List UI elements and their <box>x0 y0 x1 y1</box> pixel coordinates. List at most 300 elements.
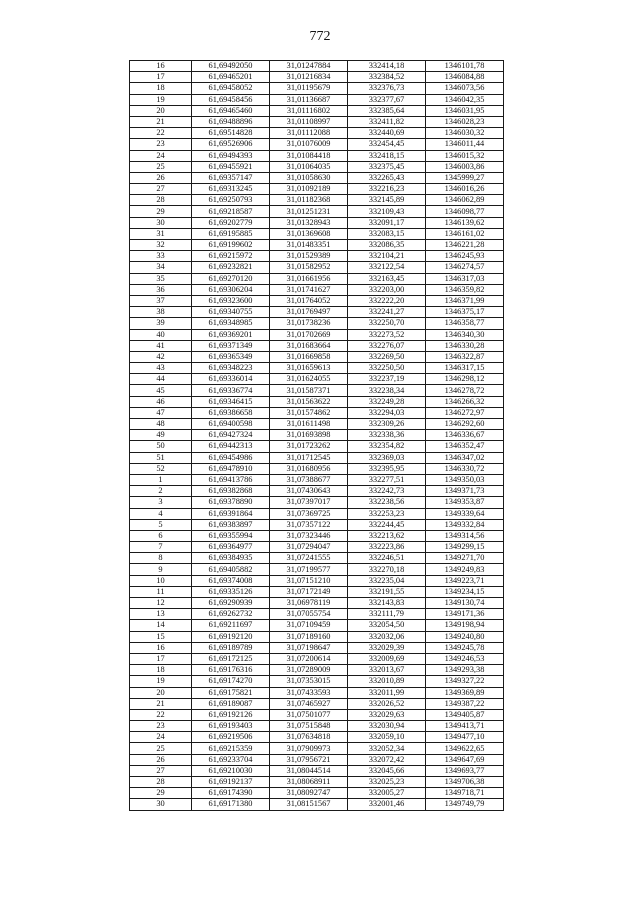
x-coordinate-cell: 332029,63 <box>348 709 426 720</box>
longitude-cell: 31,07909973 <box>270 743 348 754</box>
y-coordinate-cell: 1349223,71 <box>426 575 504 586</box>
y-coordinate-cell: 1349198,94 <box>426 620 504 631</box>
table-row <box>130 441 504 452</box>
x-coordinate-cell: 332025,23 <box>348 777 426 788</box>
x-coordinate-cell: 332111,79 <box>348 609 426 620</box>
latitude-cell: 61,69175821 <box>192 687 270 698</box>
latitude-cell: 61,69290939 <box>192 598 270 609</box>
table-row <box>130 273 504 284</box>
point-number-cell: 16 <box>130 642 192 653</box>
point-number-cell: 19 <box>130 676 192 687</box>
table-row <box>130 765 504 776</box>
longitude-cell: 31,01251231 <box>270 206 348 217</box>
table-row <box>130 83 504 94</box>
longitude-cell: 31,01064035 <box>270 161 348 172</box>
table-row <box>130 195 504 206</box>
latitude-cell: 61,69174270 <box>192 676 270 687</box>
longitude-cell: 31,07109459 <box>270 620 348 631</box>
x-coordinate-cell: 332376,73 <box>348 83 426 94</box>
point-number-cell: 24 <box>130 150 192 161</box>
y-coordinate-cell: 1346139,62 <box>426 217 504 228</box>
point-number-cell: 29 <box>130 206 192 217</box>
longitude-cell: 31,01529389 <box>270 251 348 262</box>
table-row <box>130 206 504 217</box>
y-coordinate-cell: 1349240,80 <box>426 631 504 642</box>
table-row <box>130 609 504 620</box>
y-coordinate-cell: 1349339,64 <box>426 508 504 519</box>
y-coordinate-cell: 1346016,26 <box>426 184 504 195</box>
x-coordinate-cell: 332104,21 <box>348 251 426 262</box>
point-number-cell: 23 <box>130 721 192 732</box>
longitude-cell: 31,06978119 <box>270 598 348 609</box>
longitude-cell: 31,01683664 <box>270 340 348 351</box>
point-number-cell: 49 <box>130 430 192 441</box>
table-row <box>130 295 504 306</box>
latitude-cell: 61,69219506 <box>192 732 270 743</box>
longitude-cell: 31,01764052 <box>270 295 348 306</box>
latitude-cell: 61,69458456 <box>192 94 270 105</box>
y-coordinate-cell: 1349246,53 <box>426 653 504 664</box>
point-number-cell: 23 <box>130 139 192 150</box>
table-row <box>130 419 504 430</box>
x-coordinate-cell: 332122,54 <box>348 262 426 273</box>
point-number-cell: 40 <box>130 329 192 340</box>
table-row <box>130 486 504 497</box>
longitude-cell: 31,01582952 <box>270 262 348 273</box>
latitude-cell: 61,69232821 <box>192 262 270 273</box>
longitude-cell: 31,07189160 <box>270 631 348 642</box>
x-coordinate-cell: 332385,64 <box>348 105 426 116</box>
table-row <box>130 497 504 508</box>
x-coordinate-cell: 332216,23 <box>348 184 426 195</box>
x-coordinate-cell: 332249,28 <box>348 396 426 407</box>
x-coordinate-cell: 332072,42 <box>348 754 426 765</box>
point-number-cell: 48 <box>130 419 192 430</box>
longitude-cell: 31,07465927 <box>270 698 348 709</box>
longitude-cell: 31,07294047 <box>270 542 348 553</box>
y-coordinate-cell: 1349353,87 <box>426 497 504 508</box>
point-number-cell: 30 <box>130 799 192 810</box>
longitude-cell: 31,01680956 <box>270 463 348 474</box>
point-number-cell: 21 <box>130 698 192 709</box>
y-coordinate-cell: 1346358,77 <box>426 318 504 329</box>
longitude-cell: 31,07323446 <box>270 530 348 541</box>
longitude-cell: 31,07388677 <box>270 474 348 485</box>
y-coordinate-cell: 1349327,22 <box>426 676 504 687</box>
longitude-cell: 31,07289009 <box>270 665 348 676</box>
latitude-cell: 61,69210030 <box>192 765 270 776</box>
longitude-cell: 31,01661956 <box>270 273 348 284</box>
table-row <box>130 474 504 485</box>
longitude-cell: 31,08068911 <box>270 777 348 788</box>
latitude-cell: 61,69384935 <box>192 553 270 564</box>
y-coordinate-cell: 1346330,72 <box>426 463 504 474</box>
point-number-cell: 2 <box>130 486 192 497</box>
latitude-cell: 61,69442313 <box>192 441 270 452</box>
x-coordinate-cell: 332054,50 <box>348 620 426 631</box>
x-coordinate-cell: 332265,43 <box>348 172 426 183</box>
latitude-cell: 61,69386658 <box>192 407 270 418</box>
x-coordinate-cell: 332001,46 <box>348 799 426 810</box>
point-number-cell: 24 <box>130 732 192 743</box>
latitude-cell: 61,69494393 <box>192 150 270 161</box>
longitude-cell: 31,08151567 <box>270 799 348 810</box>
point-number-cell: 1 <box>130 474 192 485</box>
x-coordinate-cell: 332269,50 <box>348 351 426 362</box>
longitude-cell: 31,01369608 <box>270 228 348 239</box>
latitude-cell: 61,69492050 <box>192 61 270 72</box>
point-number-cell: 25 <box>130 743 192 754</box>
table-row <box>130 743 504 754</box>
table-row <box>130 586 504 597</box>
x-coordinate-cell: 332010,89 <box>348 676 426 687</box>
table-row <box>130 721 504 732</box>
x-coordinate-cell: 332369,03 <box>348 452 426 463</box>
latitude-cell: 61,69514828 <box>192 128 270 139</box>
point-number-cell: 52 <box>130 463 192 474</box>
y-coordinate-cell: 1349477,10 <box>426 732 504 743</box>
table-row <box>130 374 504 385</box>
point-number-cell: 21 <box>130 116 192 127</box>
latitude-cell: 61,69250793 <box>192 195 270 206</box>
x-coordinate-cell: 332109,43 <box>348 206 426 217</box>
point-number-cell: 42 <box>130 351 192 362</box>
longitude-cell: 31,01723262 <box>270 441 348 452</box>
point-number-cell: 38 <box>130 307 192 318</box>
longitude-cell: 31,01182368 <box>270 195 348 206</box>
y-coordinate-cell: 1349387,22 <box>426 698 504 709</box>
x-coordinate-cell: 332083,15 <box>348 228 426 239</box>
x-coordinate-cell: 332045,66 <box>348 765 426 776</box>
page-number: 772 <box>309 29 331 44</box>
table-row <box>130 542 504 553</box>
latitude-cell: 61,69365349 <box>192 351 270 362</box>
longitude-cell: 31,07198647 <box>270 642 348 653</box>
x-coordinate-cell: 332270,18 <box>348 564 426 575</box>
x-coordinate-cell: 332030,94 <box>348 721 426 732</box>
y-coordinate-cell: 1349749,79 <box>426 799 504 810</box>
y-coordinate-cell: 1349245,78 <box>426 642 504 653</box>
latitude-cell: 61,69192137 <box>192 777 270 788</box>
point-number-cell: 34 <box>130 262 192 273</box>
point-number-cell: 28 <box>130 195 192 206</box>
latitude-cell: 61,69189789 <box>192 642 270 653</box>
y-coordinate-cell: 1346245,93 <box>426 251 504 262</box>
x-coordinate-cell: 332253,23 <box>348 508 426 519</box>
longitude-cell: 31,01108997 <box>270 116 348 127</box>
latitude-cell: 61,69348985 <box>192 318 270 329</box>
longitude-cell: 31,08092747 <box>270 788 348 799</box>
table-row <box>130 307 504 318</box>
latitude-cell: 61,69199602 <box>192 240 270 251</box>
table-row <box>130 94 504 105</box>
latitude-cell: 61,69171380 <box>192 799 270 810</box>
table-row <box>130 184 504 195</box>
longitude-cell: 31,01328943 <box>270 217 348 228</box>
x-coordinate-cell: 332143,83 <box>348 598 426 609</box>
point-number-cell: 25 <box>130 161 192 172</box>
longitude-cell: 31,01738236 <box>270 318 348 329</box>
longitude-cell: 31,07369725 <box>270 508 348 519</box>
y-coordinate-cell: 1346359,82 <box>426 284 504 295</box>
point-number-cell: 35 <box>130 273 192 284</box>
longitude-cell: 31,01084418 <box>270 150 348 161</box>
table-row <box>130 128 504 139</box>
table-row <box>130 754 504 765</box>
table-row <box>130 687 504 698</box>
table-row <box>130 329 504 340</box>
latitude-cell: 61,69488896 <box>192 116 270 127</box>
y-coordinate-cell: 1346278,72 <box>426 385 504 396</box>
latitude-cell: 61,69192126 <box>192 709 270 720</box>
table-row <box>130 564 504 575</box>
coordinates-table <box>129 60 504 811</box>
table-row <box>130 72 504 83</box>
y-coordinate-cell: 1349234,15 <box>426 586 504 597</box>
x-coordinate-cell: 332238,34 <box>348 385 426 396</box>
longitude-cell: 31,07172149 <box>270 586 348 597</box>
table-row <box>130 217 504 228</box>
x-coordinate-cell: 332011,99 <box>348 687 426 698</box>
table-row <box>130 799 504 810</box>
y-coordinate-cell: 1346015,32 <box>426 150 504 161</box>
table-row <box>130 363 504 374</box>
point-number-cell: 8 <box>130 553 192 564</box>
point-number-cell: 17 <box>130 72 192 83</box>
longitude-cell: 31,08044514 <box>270 765 348 776</box>
table-row <box>130 318 504 329</box>
longitude-cell: 31,01741627 <box>270 284 348 295</box>
table-row <box>130 653 504 664</box>
point-number-cell: 14 <box>130 620 192 631</box>
latitude-cell: 61,69383897 <box>192 519 270 530</box>
point-number-cell: 29 <box>130 788 192 799</box>
x-coordinate-cell: 332009,69 <box>348 653 426 664</box>
longitude-cell: 31,01112088 <box>270 128 348 139</box>
point-number-cell: 7 <box>130 542 192 553</box>
point-number-cell: 28 <box>130 777 192 788</box>
y-coordinate-cell: 1346062,89 <box>426 195 504 206</box>
longitude-cell: 31,01195679 <box>270 83 348 94</box>
y-coordinate-cell: 1346084,88 <box>426 72 504 83</box>
point-number-cell: 10 <box>130 575 192 586</box>
point-number-cell: 26 <box>130 754 192 765</box>
table-row <box>130 676 504 687</box>
table-row <box>130 340 504 351</box>
latitude-cell: 61,69215972 <box>192 251 270 262</box>
y-coordinate-cell: 1349706,38 <box>426 777 504 788</box>
longitude-cell: 31,01712545 <box>270 452 348 463</box>
latitude-cell: 61,69174390 <box>192 788 270 799</box>
x-coordinate-cell: 332384,52 <box>348 72 426 83</box>
x-coordinate-cell: 332223,86 <box>348 542 426 553</box>
x-coordinate-cell: 332086,35 <box>348 240 426 251</box>
x-coordinate-cell: 332235,04 <box>348 575 426 586</box>
point-number-cell: 11 <box>130 586 192 597</box>
point-number-cell: 26 <box>130 172 192 183</box>
point-number-cell: 41 <box>130 340 192 351</box>
table-row <box>130 385 504 396</box>
x-coordinate-cell: 332440,69 <box>348 128 426 139</box>
table-row <box>130 105 504 116</box>
y-coordinate-cell: 1346042,35 <box>426 94 504 105</box>
table-row <box>130 463 504 474</box>
latitude-cell: 61,69262732 <box>192 609 270 620</box>
latitude-cell: 61,69465201 <box>192 72 270 83</box>
x-coordinate-cell: 332032,06 <box>348 631 426 642</box>
point-number-cell: 18 <box>130 83 192 94</box>
x-coordinate-cell: 332414,18 <box>348 61 426 72</box>
x-coordinate-cell: 332145,89 <box>348 195 426 206</box>
latitude-cell: 61,69195885 <box>192 228 270 239</box>
longitude-cell: 31,07433593 <box>270 687 348 698</box>
y-coordinate-cell: 1346272,97 <box>426 407 504 418</box>
latitude-cell: 61,69340755 <box>192 307 270 318</box>
latitude-cell: 61,69454986 <box>192 452 270 463</box>
longitude-cell: 31,07200614 <box>270 653 348 664</box>
x-coordinate-cell: 332026,52 <box>348 698 426 709</box>
point-number-cell: 20 <box>130 105 192 116</box>
latitude-cell: 61,69400598 <box>192 419 270 430</box>
x-coordinate-cell: 332418,15 <box>348 150 426 161</box>
y-coordinate-cell: 1349171,36 <box>426 609 504 620</box>
x-coordinate-cell: 332354,82 <box>348 441 426 452</box>
y-coordinate-cell: 1349299,15 <box>426 542 504 553</box>
latitude-cell: 61,69172125 <box>192 653 270 664</box>
x-coordinate-cell: 332273,52 <box>348 329 426 340</box>
longitude-cell: 31,01247884 <box>270 61 348 72</box>
y-coordinate-cell: 1349130,74 <box>426 598 504 609</box>
table-row <box>130 284 504 295</box>
y-coordinate-cell: 1346101,78 <box>426 61 504 72</box>
y-coordinate-cell: 1346266,32 <box>426 396 504 407</box>
latitude-cell: 61,69371349 <box>192 340 270 351</box>
point-number-cell: 44 <box>130 374 192 385</box>
x-coordinate-cell: 332163,45 <box>348 273 426 284</box>
x-coordinate-cell: 332238,56 <box>348 497 426 508</box>
latitude-cell: 61,69382868 <box>192 486 270 497</box>
latitude-cell: 61,69335126 <box>192 586 270 597</box>
y-coordinate-cell: 1346098,77 <box>426 206 504 217</box>
point-number-cell: 12 <box>130 598 192 609</box>
x-coordinate-cell: 332052,34 <box>348 743 426 754</box>
longitude-cell: 31,01624055 <box>270 374 348 385</box>
y-coordinate-cell: 1349647,69 <box>426 754 504 765</box>
longitude-cell: 31,01611498 <box>270 419 348 430</box>
table-row <box>130 642 504 653</box>
y-coordinate-cell: 1346292,60 <box>426 419 504 430</box>
table-row <box>130 598 504 609</box>
x-coordinate-cell: 332411,82 <box>348 116 426 127</box>
latitude-cell: 61,69218587 <box>192 206 270 217</box>
longitude-cell: 31,07357122 <box>270 519 348 530</box>
latitude-cell: 61,69211697 <box>192 620 270 631</box>
table-row <box>130 172 504 183</box>
table-row <box>130 631 504 642</box>
latitude-cell: 61,69270120 <box>192 273 270 284</box>
table-row <box>130 508 504 519</box>
x-coordinate-cell: 332242,73 <box>348 486 426 497</box>
point-number-cell: 27 <box>130 765 192 776</box>
table-row <box>130 553 504 564</box>
latitude-cell: 61,69465460 <box>192 105 270 116</box>
latitude-cell: 61,69233704 <box>192 754 270 765</box>
y-coordinate-cell: 1346340,30 <box>426 329 504 340</box>
y-coordinate-cell: 1346322,87 <box>426 351 504 362</box>
latitude-cell: 61,69458052 <box>192 83 270 94</box>
x-coordinate-cell: 332241,27 <box>348 307 426 318</box>
latitude-cell: 61,69193403 <box>192 721 270 732</box>
y-coordinate-cell: 1349405,87 <box>426 709 504 720</box>
table-row <box>130 575 504 586</box>
y-coordinate-cell: 1349350,03 <box>426 474 504 485</box>
point-number-cell: 18 <box>130 665 192 676</box>
x-coordinate-cell: 332377,67 <box>348 94 426 105</box>
longitude-cell: 31,01216834 <box>270 72 348 83</box>
table-row <box>130 620 504 631</box>
longitude-cell: 31,07956721 <box>270 754 348 765</box>
x-coordinate-cell: 332013,67 <box>348 665 426 676</box>
x-coordinate-cell: 332213,62 <box>348 530 426 541</box>
x-coordinate-cell: 332222,20 <box>348 295 426 306</box>
latitude-cell: 61,69336774 <box>192 385 270 396</box>
point-number-cell: 6 <box>130 530 192 541</box>
latitude-cell: 61,69192120 <box>192 631 270 642</box>
y-coordinate-cell: 1346330,28 <box>426 340 504 351</box>
x-coordinate-cell: 332029,39 <box>348 642 426 653</box>
y-coordinate-cell: 1346221,28 <box>426 240 504 251</box>
x-coordinate-cell: 332203,00 <box>348 284 426 295</box>
longitude-cell: 31,07199577 <box>270 564 348 575</box>
longitude-cell: 31,07151210 <box>270 575 348 586</box>
latitude-cell: 61,69378890 <box>192 497 270 508</box>
latitude-cell: 61,69364977 <box>192 542 270 553</box>
y-coordinate-cell: 1346028,23 <box>426 116 504 127</box>
y-coordinate-cell: 1346298,12 <box>426 374 504 385</box>
longitude-cell: 31,01693898 <box>270 430 348 441</box>
latitude-cell: 61,69369201 <box>192 329 270 340</box>
longitude-cell: 31,01587371 <box>270 385 348 396</box>
point-number-cell: 17 <box>130 653 192 664</box>
y-coordinate-cell: 1346317,15 <box>426 363 504 374</box>
point-number-cell: 37 <box>130 295 192 306</box>
latitude-cell: 61,69215359 <box>192 743 270 754</box>
longitude-cell: 31,01563622 <box>270 396 348 407</box>
y-coordinate-cell: 1346274,57 <box>426 262 504 273</box>
table-row <box>130 139 504 150</box>
table-row <box>130 251 504 262</box>
y-coordinate-cell: 1346161,02 <box>426 228 504 239</box>
latitude-cell: 61,69346415 <box>192 396 270 407</box>
x-coordinate-cell: 332246,51 <box>348 553 426 564</box>
latitude-cell: 61,69306204 <box>192 284 270 295</box>
x-coordinate-cell: 332454,45 <box>348 139 426 150</box>
longitude-cell: 31,07515848 <box>270 721 348 732</box>
y-coordinate-cell: 1346011,44 <box>426 139 504 150</box>
point-number-cell: 46 <box>130 396 192 407</box>
table-row <box>130 116 504 127</box>
latitude-cell: 61,69202779 <box>192 217 270 228</box>
x-coordinate-cell: 332250,50 <box>348 363 426 374</box>
longitude-cell: 31,07501077 <box>270 709 348 720</box>
table-row <box>130 698 504 709</box>
y-coordinate-cell: 1349693,77 <box>426 765 504 776</box>
table-row <box>130 407 504 418</box>
x-coordinate-cell: 332375,45 <box>348 161 426 172</box>
x-coordinate-cell: 332005,27 <box>348 788 426 799</box>
point-number-cell: 31 <box>130 228 192 239</box>
point-number-cell: 32 <box>130 240 192 251</box>
